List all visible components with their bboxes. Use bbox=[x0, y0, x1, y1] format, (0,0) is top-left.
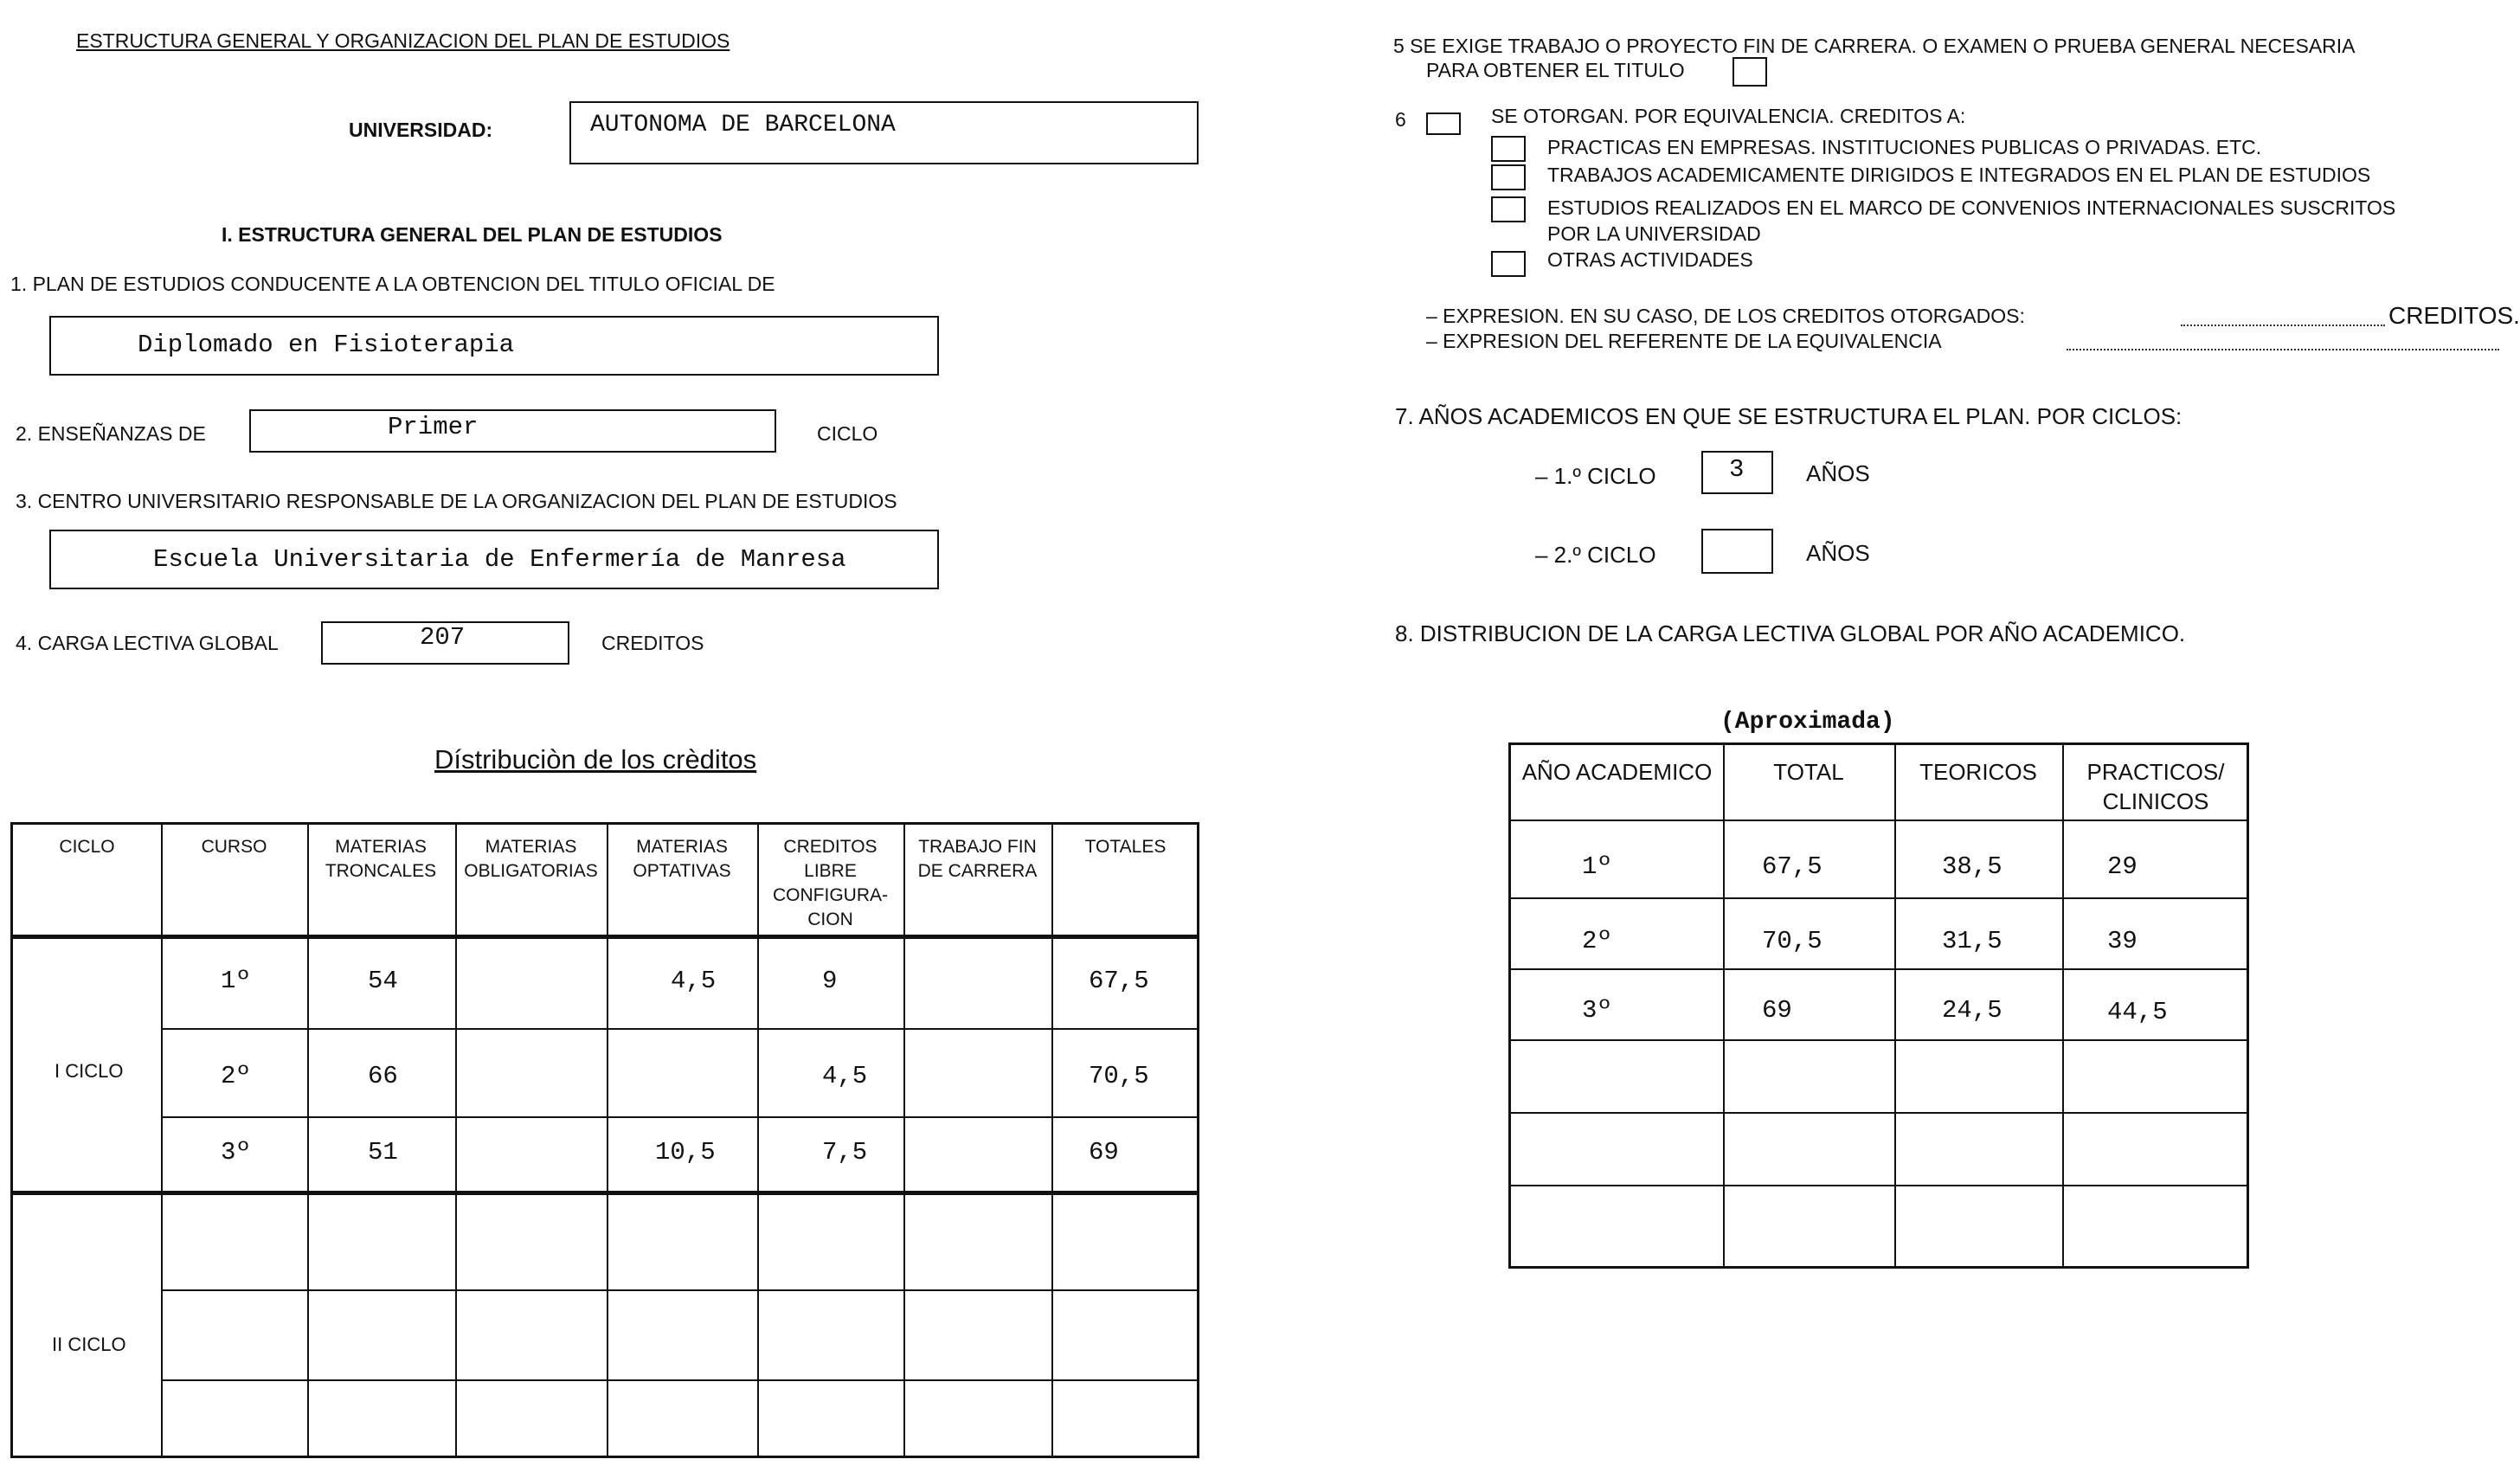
item1-label: 1. PLAN DE ESTUDIOS CONDUCENTE A LA OBTENCION DEL TITULO OFICIAL DE bbox=[10, 273, 775, 295]
convenios-checkbox[interactable] bbox=[1491, 196, 1526, 222]
item4-suffix: CREDITOS bbox=[601, 632, 704, 654]
table-cell: 4,5 bbox=[671, 967, 717, 995]
item6-option: OTRAS ACTIVIDADES bbox=[1547, 248, 1753, 271]
th-trabajo: TRABAJO FIN DE CARRERA bbox=[917, 837, 1038, 881]
th-anio: AÑO ACADEMICO bbox=[1521, 759, 1713, 785]
item6-number: 6 bbox=[1395, 108, 1406, 131]
section-title: I. ESTRUCTURA GENERAL DEL PLAN DE ESTUDIOS bbox=[222, 223, 723, 246]
trabajos-checkbox[interactable] bbox=[1491, 164, 1526, 190]
table-cell: 67,5 bbox=[1762, 852, 1822, 881]
table-cell: 10,5 bbox=[655, 1138, 716, 1167]
th-curso: CURSO bbox=[201, 837, 267, 857]
table-cell: 31,5 bbox=[1942, 927, 2002, 955]
table-cell: 39 bbox=[2107, 927, 2138, 955]
th-obligatorias: MATERIAS OBLIGATORIAS bbox=[464, 837, 598, 881]
distribution-title: Dístribuciòn de los crèditos bbox=[434, 744, 757, 775]
item2-label: 2. ENSEÑANZAS DE bbox=[16, 422, 206, 445]
table-cell: 1º bbox=[221, 967, 251, 995]
equivalencia-checkbox[interactable] bbox=[1426, 112, 1461, 135]
item6-option: POR LA UNIVERSIDAD bbox=[1547, 222, 1761, 245]
ensenanzas-field[interactable] bbox=[249, 409, 776, 453]
creditos-suffix: CREDITOS. bbox=[2388, 302, 2520, 329]
universidad-label: UNIVERSIDAD: bbox=[349, 119, 493, 141]
item6-option: ESTUDIOS REALIZADOS EN EL MARCO DE CONVENIOS INTERNACIONALES SUSCRITOS bbox=[1547, 196, 2396, 219]
table-cell: 44,5 bbox=[2107, 998, 2168, 1026]
carga-value: 207 bbox=[420, 623, 466, 652]
titulo-value: Diplomado en Fisioterapia bbox=[138, 331, 515, 359]
centro-field[interactable] bbox=[49, 530, 939, 589]
item6-option: TRABAJOS ACADEMICAMENTE DIRIGIDOS E INTEGRADOS EN EL PLAN DE ESTUDIOS bbox=[1547, 164, 2371, 186]
annual-caption: (Aproximada) bbox=[1720, 709, 1895, 736]
th-ciclo: CICLO bbox=[59, 837, 115, 857]
item3-label: 3. CENTRO UNIVERSITARIO RESPONSABLE DE LA ORGANIZACION DEL PLAN DE ESTUDIOS bbox=[16, 490, 897, 512]
item4-label: 4. CARGA LECTIVA GLOBAL bbox=[16, 632, 279, 654]
table-cell: 66 bbox=[368, 1062, 398, 1090]
table-cell: 1º bbox=[1582, 852, 1612, 881]
ciclo1-suffix: AÑOS bbox=[1806, 460, 1870, 486]
th-totales: TOTALES bbox=[1084, 837, 1167, 857]
referente-dotted-field[interactable] bbox=[2067, 349, 2499, 350]
annual-table bbox=[1508, 742, 2249, 1269]
ciclo-label: II CICLO bbox=[52, 1334, 126, 1355]
item8-label: 8. DISTRIBUCION DE LA CARGA LECTIVA GLOBAL POR AÑO ACADEMICO. bbox=[1395, 620, 2186, 646]
th-teoricos: TEORICOS bbox=[1919, 759, 2037, 785]
item2-suffix: CICLO bbox=[817, 422, 878, 445]
th-optativas: MATERIAS OPTATIVAS bbox=[633, 837, 731, 881]
ciclo2-suffix: AÑOS bbox=[1806, 540, 1870, 566]
universidad-field[interactable] bbox=[569, 101, 1199, 164]
table-cell: 7,5 bbox=[822, 1138, 868, 1167]
ensenanzas-value: Primer bbox=[388, 413, 479, 441]
otras-checkbox[interactable] bbox=[1491, 251, 1526, 277]
ciclo2-label: – 2.º CICLO bbox=[1535, 542, 1656, 568]
trabajo-fin-checkbox[interactable] bbox=[1732, 57, 1767, 87]
distribution-table bbox=[10, 822, 1199, 1458]
table-cell: 67,5 bbox=[1089, 967, 1149, 995]
item6-option: PRACTICAS EN EMPRESAS. INSTITUCIONES PUBLICAS O PRIVADAS. ETC. bbox=[1547, 136, 2262, 158]
expresion-referente-label: – EXPRESION DEL REFERENTE DE LA EQUIVALENCIA bbox=[1426, 330, 1942, 352]
document-title: ESTRUCTURA GENERAL Y ORGANIZACION DEL PLAN DE ESTUDIOS bbox=[76, 29, 730, 52]
ciclo1-years-field[interactable] bbox=[1701, 451, 1773, 494]
table-cell: 70,5 bbox=[1089, 1062, 1149, 1090]
table-cell: 69 bbox=[1089, 1138, 1119, 1167]
item5-line2: PARA OBTENER EL TITULO bbox=[1426, 59, 1685, 81]
table-cell: 51 bbox=[368, 1138, 398, 1167]
table-cell: 9 bbox=[822, 967, 838, 995]
th-troncales: MATERIAS TRONCALES bbox=[325, 837, 437, 881]
table-cell: 54 bbox=[368, 967, 398, 995]
th-libre: CREDITOS LIBRE CONFIGURA-CION bbox=[773, 837, 888, 929]
centro-value: Escuela Universitaria de Enfermería de Manresa bbox=[153, 545, 846, 574]
table-cell: 4,5 bbox=[822, 1062, 868, 1090]
ciclo1-value: 3 bbox=[1729, 455, 1745, 484]
expresion-creditos-label: – EXPRESION. EN SU CASO, DE LOS CREDITOS OTORGADOS: bbox=[1426, 305, 2025, 327]
table-cell: 70,5 bbox=[1762, 927, 1822, 955]
item6-heading: SE OTORGAN. POR EQUIVALENCIA. CREDITOS A: bbox=[1491, 105, 1966, 127]
table-cell: 69 bbox=[1762, 996, 1792, 1025]
table-cell: 2º bbox=[1582, 927, 1612, 955]
table-cell: 3º bbox=[1582, 996, 1612, 1025]
practicas-checkbox[interactable] bbox=[1491, 136, 1526, 162]
table-cell: 2º bbox=[221, 1062, 251, 1090]
table-cell: 29 bbox=[2107, 852, 2138, 881]
table-cell: 24,5 bbox=[1942, 996, 2002, 1025]
th-total: TOTAL bbox=[1773, 759, 1844, 785]
table-cell: 3º bbox=[221, 1138, 251, 1167]
creditos-dotted-field[interactable] bbox=[2181, 325, 2385, 326]
item5-line1: 5 SE EXIGE TRABAJO O PROYECTO FIN DE CARRERA. O EXAMEN O PRUEBA GENERAL NECESARIA bbox=[1393, 35, 2356, 57]
item7-label: 7. AÑOS ACADEMICOS EN QUE SE ESTRUCTURA EL PLAN. POR CICLOS: bbox=[1395, 403, 2182, 429]
universidad-value: AUTONOMA DE BARCELONA bbox=[590, 112, 896, 138]
ciclo1-label: – 1.º CICLO bbox=[1535, 463, 1656, 489]
th-practicos: PRACTICOS/ CLINICOS bbox=[2086, 759, 2225, 814]
ciclo2-years-field[interactable] bbox=[1701, 529, 1773, 574]
table-cell: 38,5 bbox=[1942, 852, 2002, 881]
ciclo-label: I CICLO bbox=[55, 1060, 124, 1082]
titulo-field[interactable] bbox=[49, 316, 939, 376]
carga-field[interactable] bbox=[321, 621, 569, 665]
